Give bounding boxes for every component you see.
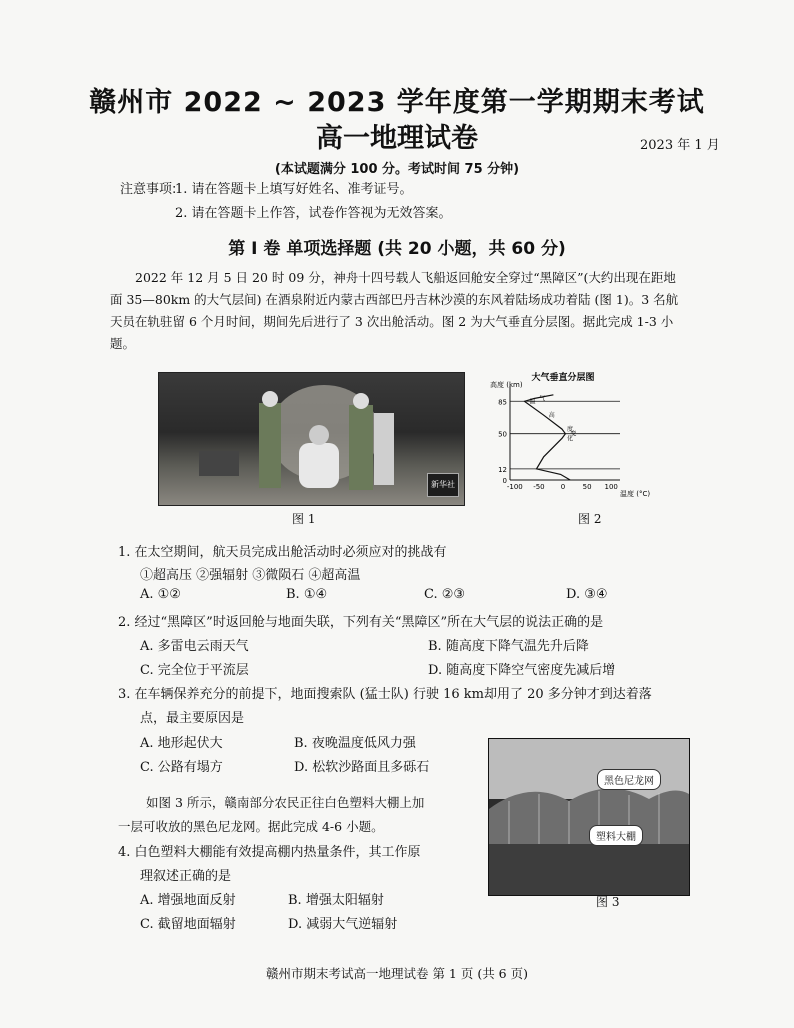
question-4-stem-cont: 理叙述正确的是 xyxy=(140,869,232,884)
q3-option-b: B. 夜晚温度低风力强 xyxy=(294,736,416,751)
greenhouse-illustration xyxy=(489,739,689,895)
score-note: (本试题满分 100 分。考试时间 75 分钟) xyxy=(274,162,520,177)
exam-title: 赣州市 2022 ~ 2023 学年度第一学期期末考试 xyxy=(89,87,705,118)
intro-4-6-line-2: 一层可收放的黑色尼龙网。据此完成 4-6 小题。 xyxy=(118,819,384,834)
q2-option-c: C. 完全位于平流层 xyxy=(140,663,249,678)
q2-option-a: A. 多雷电云雨天气 xyxy=(140,639,249,654)
exam-date: 2023 年 1 月 xyxy=(640,138,720,153)
q4-option-d: D. 减弱大气逆辐射 xyxy=(288,917,398,932)
q4-option-a: A. 增强地面反射 xyxy=(140,893,236,908)
figure-1-caption: 图 1 xyxy=(292,512,316,526)
curve-label: 变 xyxy=(570,430,577,438)
intro-paragraph-1-3: 2022 年 12 月 5 日 20 时 09 分，神舟十四号载人飞船返回舱安全穿过“黑障区”(大约出现在距地面 35—80km 的大气层间) 在酒泉附近内蒙古西部巴丹吉林沙漠的东风着陆场成功着陆 (图 1)。3 名航天员在轨驻留 6 个月时间，期间先后进行了 3 次出舱活动。图 2 为大气垂直分层图。据此完成 1-3 小题。 xyxy=(110,270,679,351)
q1-option-b: B. ①④ xyxy=(286,587,328,602)
page-footer: 赣州市期末考试高一地理试卷 第 1 页 (共 6 页) xyxy=(265,966,528,981)
x-tick-label: -100 xyxy=(506,483,523,491)
curve-label: 温 xyxy=(529,398,536,406)
figure-3-caption: 图 3 xyxy=(596,895,620,909)
y-tick-label: 0 xyxy=(502,477,507,485)
q1-option-d: D. ③④ xyxy=(566,587,608,602)
atmosphere-layer-chart xyxy=(488,368,651,508)
xinhua-watermark: 新华社 xyxy=(427,473,459,497)
section-title: 第 Ⅰ 卷 单项选择题 (共 20 小题，共 60 分) xyxy=(228,239,566,259)
curve-label: 气 xyxy=(539,395,546,403)
label-black-nylon-net: 黑色尼龙网 xyxy=(597,769,661,790)
q3-option-c: C. 公路有塌方 xyxy=(140,760,223,775)
y-tick-label: 85 xyxy=(498,398,507,407)
chart-x-label: 温度 (°C) xyxy=(620,490,651,498)
curve-label: 化 xyxy=(567,435,574,443)
figure-3-greenhouse-photo xyxy=(488,738,690,896)
x-tick-label: 0 xyxy=(560,483,566,491)
landing-scene-illustration xyxy=(159,373,464,505)
exam-subtitle: 高一地理试卷 xyxy=(316,123,478,154)
question-2-stem: 2. 经过“黑障区”时返回舱与地面失联，下列有关“黑障区”所在大气层的说法正确的是 xyxy=(118,615,604,630)
question-3-stem: 3. 在车辆保养充分的前提下，地面搜索队 (猛士队) 行驶 16 km却用了 20 多分钟才到达着落 xyxy=(118,687,652,702)
label-plastic-shed: 塑料大棚 xyxy=(589,825,643,846)
chart-y-label: 高度 (km) xyxy=(490,381,523,389)
q1-option-c: C. ②③ xyxy=(424,587,466,602)
x-tick-label: 50 xyxy=(582,483,592,491)
chart-title: 大气垂直分层图 xyxy=(531,373,595,383)
q2-option-b: B. 随高度下降气温先升后降 xyxy=(428,639,589,654)
figure-2-caption: 图 2 xyxy=(578,512,602,526)
q3-option-a: A. 地形起伏大 xyxy=(140,736,223,751)
figure-1-landing-photo xyxy=(158,372,465,506)
question-4-stem: 4. 白色塑料大棚能有效提高棚内热量条件，其工作原 xyxy=(118,845,421,860)
notice-item-1: 1. 请在答题卡上填写好姓名、准考证号。 xyxy=(175,182,413,197)
question-1-stem: 1. 在太空期间，航天员完成出舱活动时必须应对的挑战有 xyxy=(118,545,447,560)
notice-label: 注意事项: xyxy=(120,182,177,197)
q4-option-b: B. 增强太阳辐射 xyxy=(288,893,384,908)
q1-option-a: A. ①② xyxy=(140,587,181,602)
intro-4-6-line-1: 如图 3 所示，赣南部分农民正往白色塑料大棚上加 xyxy=(146,795,425,810)
notice-item-2: 2. 请在答题卡上作答，试卷作答视为无效答案。 xyxy=(175,206,452,221)
q4-option-c: C. 截留地面辐射 xyxy=(140,917,236,932)
question-1-sub: ①超高压 ②强辐射 ③微陨石 ④超高温 xyxy=(140,568,361,583)
x-tick-label: 100 xyxy=(604,483,618,491)
temperature-curve xyxy=(525,395,574,480)
y-tick-label: 12 xyxy=(498,465,507,474)
y-tick-label: 50 xyxy=(498,430,507,439)
q3-option-d: D. 松软沙路面且多砾石 xyxy=(294,760,430,775)
x-tick-label: -50 xyxy=(533,483,545,491)
q2-option-d: D. 随高度下降空气密度先减后增 xyxy=(428,663,616,678)
curve-label: 高 xyxy=(548,412,555,420)
curve-label: 度 xyxy=(567,426,574,434)
question-3-stem-cont: 点，最主要原因是 xyxy=(140,711,245,726)
